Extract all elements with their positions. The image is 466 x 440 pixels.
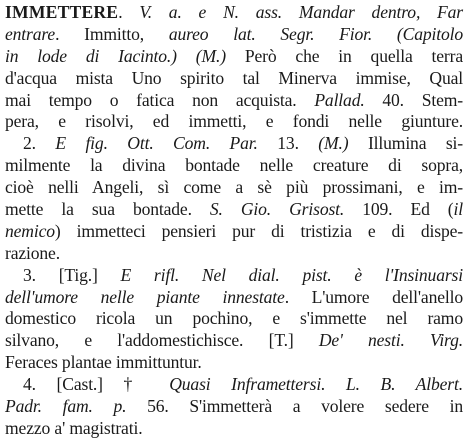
text-run: ) immetteci pensieri pur di tristizia e di dispe- [54,220,463,241]
text-run: cioè nelli Angeli, sì come a sè più prossimani, e im- [5,177,463,198]
text-run: . [118,2,140,22]
italic-text: nemico [5,220,55,241]
italic-text: dell'umore nelle piante innestate [5,286,285,307]
text-run: 13. [257,133,319,154]
italic-text: (M.) [318,133,349,154]
text-run: mai tempo o fatica non acquista. [5,89,315,110]
italic-text: (M.) [195,45,226,66]
entry-line [5,330,463,352]
text-run: 2. [23,133,56,154]
text-run [177,46,196,66]
text-run: pera, e risolvi, ed immetti, e fondi nelle giunture. [5,111,463,132]
entry-line [5,2,463,24]
text-run: 3. [Tig.] [23,264,121,285]
text-run: 40. Stem- [364,89,463,110]
text-run: Però che in quella terra [225,45,464,66]
entry-line [5,111,463,133]
italic-text: E fig. Ott. Com. Par. [55,133,258,154]
entry-line [5,308,463,330]
text-run: d'acqua mista Uno spirito tal Minerva immise, Qual [5,67,463,88]
italic-text: Pallad. [314,89,365,110]
italic-text: il [453,199,463,220]
italic-text: Quasi Inframettersi. L. B. Albert. [169,374,463,395]
entry-line [5,243,463,265]
italic-text: S. Gio. Grisost. [209,199,345,220]
text-run: 109. Ed ( [344,199,454,220]
text-run: silvano, e l'addomestichisce. [T.] [5,330,319,351]
italic-text: E rifl. Nel dial. pist. è l'Insinuarsi [120,264,463,285]
italic-text: in lode di Iacinto.) [5,45,177,66]
entry-line [5,352,463,374]
entry-line [5,221,463,243]
italic-text: aureo lat. Segr. Fior. (Capitolo [168,23,463,44]
entry-line [5,155,463,177]
text-run: mezzo a' magistrati. [5,417,143,438]
text-run: 4. [Cast.] † [23,374,170,395]
headword: IMMETTERE [5,2,119,22]
entry-line [5,24,463,46]
entry-line [5,374,463,396]
text-run: razione. [5,242,60,263]
entry-line [5,46,463,68]
text-run: 56. S'immetterà a volere sedere in [126,396,463,417]
dictionary-entry [5,2,463,440]
entry-line [5,90,463,112]
entry-line [5,396,463,418]
italic-text: De' nesti. Virg. [318,330,463,351]
text-run: . Immitto, [55,23,169,44]
text-run: milmente la divina bontade nelle creature di sopra, [5,155,463,176]
text-run: domestico ricola un pochino, e s'immette nel ramo [5,308,463,329]
italic-text: entrare [5,23,56,44]
italic-text: V. a. e N. ass. Mandar dentro, Far [139,2,463,22]
text-run: Feraces plantae immittuntur. [5,352,202,373]
entry-line [5,133,463,155]
italic-text: Padr. fam. p. [5,396,127,417]
text-run: Illumina si- [348,133,463,154]
entry-line [5,199,463,221]
entry-line [5,265,463,287]
entry-line [5,177,463,199]
entry-line [5,287,463,309]
text-run: mette la sua bontade. [5,199,210,220]
entry-line [5,68,463,90]
text-run: . L'umore dell'anello [284,286,463,307]
